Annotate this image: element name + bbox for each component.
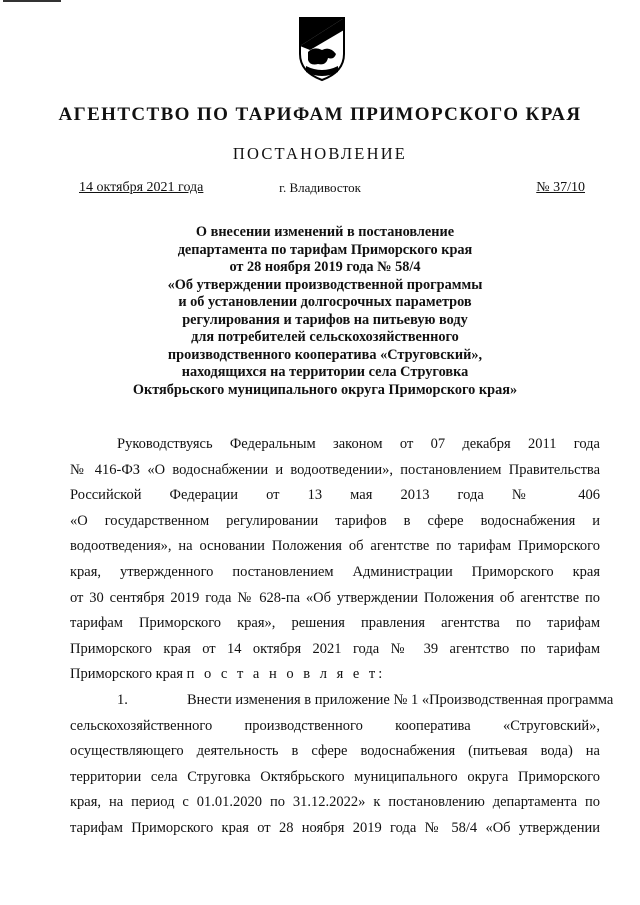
body-line: Приморского края от 14 октября 2021 года № 39 агентство по тарифам bbox=[70, 640, 600, 657]
subject-line: от 28 ноября 2019 года № 58/4 bbox=[229, 259, 421, 275]
subject-line: и об установлении долгосрочных параметров bbox=[178, 294, 472, 310]
agency-title: АГЕНТСТВО ПО ТАРИФАМ ПРИМОРСКОГО КРАЯ bbox=[58, 104, 582, 125]
body-line: сельскохозяйственного производственного кооператива «Струговский», bbox=[70, 717, 600, 734]
body-line: водоотведения», на основании Положения об агентстве по тарифам Приморского bbox=[70, 538, 600, 555]
body-line: № 416-ФЗ «О водоснабжении и водоотведении», постановлением Правительства bbox=[70, 461, 600, 478]
document-number: № 37/10 bbox=[536, 180, 585, 195]
document-type: ПОСТАНОВЛЕНИЕ bbox=[232, 144, 408, 163]
subject-line: производственного кооператива «Струговский», bbox=[167, 346, 483, 363]
document-date: 14 октября 2021 года bbox=[79, 180, 204, 195]
document-subject bbox=[60, 224, 590, 399]
resolves-word: п о с т а н о в л я е т: bbox=[186, 666, 386, 683]
document-body bbox=[70, 432, 614, 842]
body-line: осуществляющего деятельность в сфере водоснабжения (питьевая вода) на bbox=[70, 743, 600, 760]
body-line: Руководствуясь Федеральным законом от 07 декабря 2011 года bbox=[117, 436, 600, 452]
top-rule bbox=[3, 0, 61, 2]
subject-line: регулирования и тарифов на питьевую воду bbox=[182, 311, 468, 328]
body-line-resolution bbox=[70, 662, 600, 688]
body-line: края, утвержденного постановлением Администрации Приморского края bbox=[70, 563, 600, 580]
subject-line: О внесении изменений в постановление bbox=[195, 224, 455, 240]
body-line: «О государственном регулировании тарифов в сфере водоснабжения и bbox=[70, 512, 600, 529]
body-line: территории села Струговка Октябрьского муниципального округа Приморского bbox=[70, 768, 600, 785]
coat-of-arms-emblem bbox=[298, 16, 346, 82]
subject-line: для потребителей сельскохозяйственного bbox=[191, 329, 459, 345]
body-line: края, на период с 01.01.2020 по 31.12.2022» к постановлению департамента по bbox=[70, 794, 600, 811]
subject-line: департамента по тарифам Приморского края bbox=[177, 241, 473, 258]
subject-line: находящихся на территории села Струговка bbox=[181, 364, 469, 380]
body-line: тарифам Приморского края от 28 ноября 2019 года № 58/4 «Об утверждении bbox=[70, 819, 600, 836]
body-line: Российской Федерации от 13 мая 2013 года № 406 bbox=[70, 487, 600, 504]
item-first-line: Внести изменения в приложение № 1 «Производственная программа bbox=[187, 691, 614, 708]
body-line: Приморского края bbox=[70, 666, 187, 683]
subject-line: Октябрьского муниципального округа Приморского края» bbox=[132, 381, 518, 398]
body-line: тарифам Приморского края», решения правления агентства по тарифам bbox=[70, 615, 600, 632]
body-line: от 30 сентября 2019 года № 628-па «Об утверждении Положения об агентстве по bbox=[70, 589, 600, 606]
item-number: 1. bbox=[117, 691, 128, 708]
document-city: г. Владивосток bbox=[279, 180, 361, 195]
subject-line: «Об утверждении производственной программы bbox=[167, 276, 483, 293]
list-item-1 bbox=[70, 688, 614, 714]
